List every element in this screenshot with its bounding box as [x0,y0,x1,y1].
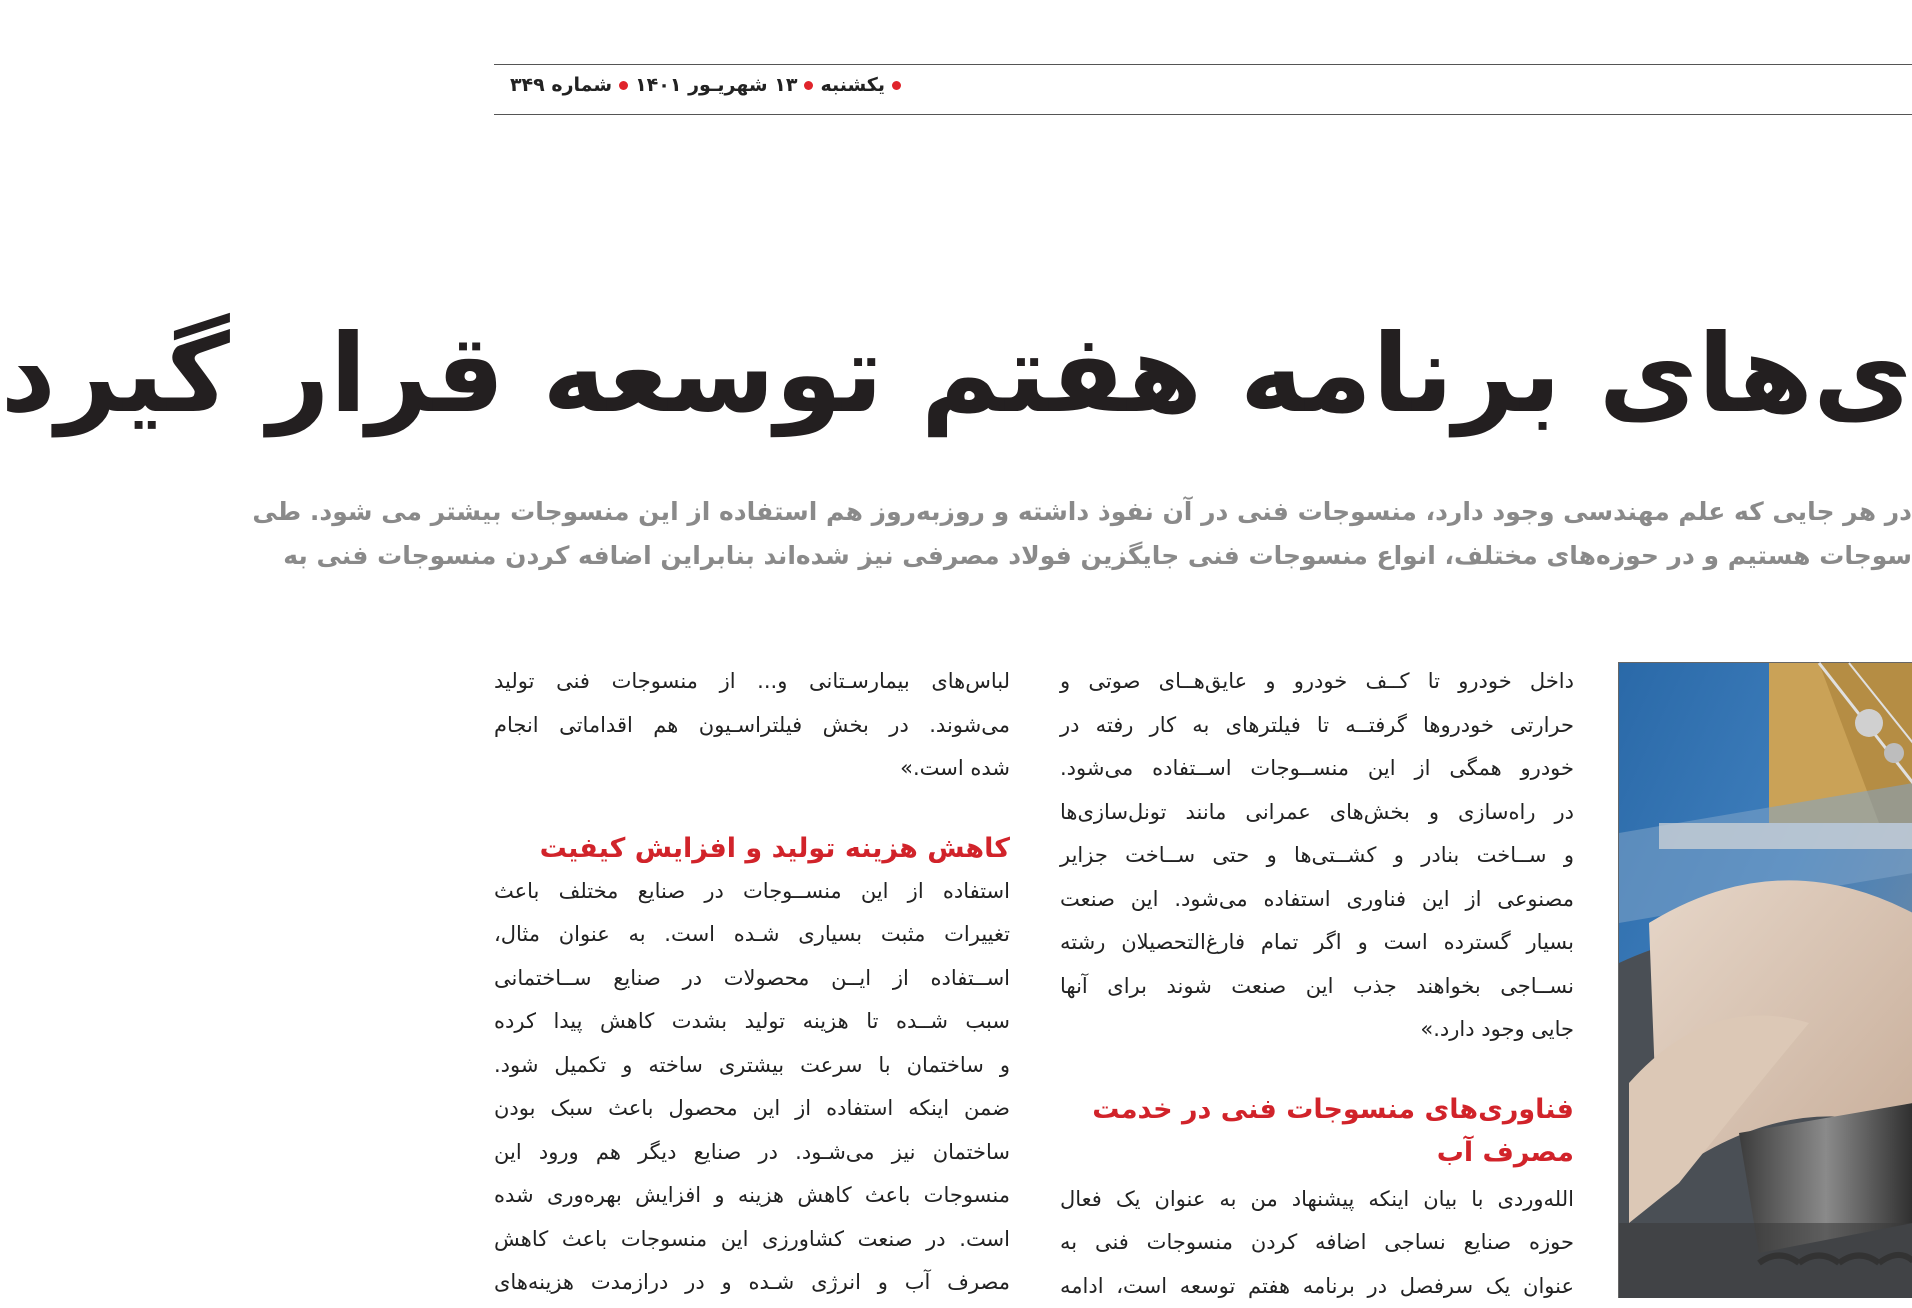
issue-day: یکشنبه [820,74,885,96]
issue-number: شماره ۳۴۹ [510,74,612,96]
body-line: استفاده از این منســوجات در صنایع مختلف باعث [494,870,1010,914]
body-line: و ســاخت بنادر و کشــتی‌ها و حتی ســاخت جزایر [1060,834,1574,878]
body-line: لباس‌های بیمارسـتانی و... از منسوجات فنی تولید [494,660,1010,704]
section-subhead: کاهش هزینه تولید و افزایش کیفیت [494,827,1010,870]
photo-illustration-icon [1619,663,1912,1298]
body-line: داخل خودرو تا کــف خودرو و عایق‌هــای صوتی و [1060,660,1574,704]
section-subhead: فناوری‌های منسوجات فنی در خدمت [1060,1088,1574,1131]
body-line: عنوان یک سرفصل در برنامه هفتم توسعه است، ادامه [1060,1265,1574,1308]
article-column-left [494,660,1010,1305]
article-headline: ی‌های برنامه هفتم توسعه قرار گیرد [492,300,1912,450]
body-line: بسیار گسترده است و اگر تمام فارغ‌التحصیلان رشته [1060,921,1574,965]
body-line: ضمن اینکه استفاده از این محصول باعث سبک بودن [494,1087,1010,1131]
body-line: سبب شــده تا هزینه تولید بشدت کاهش پیدا کرده [494,1000,1010,1044]
section-subhead: مصرف آب [1060,1131,1574,1174]
body-line: حرارتی خودروها گرفتــه تا فیلترهای به کار رفته در [1060,704,1574,748]
header-top-rule [494,64,1912,65]
body-line: ساختمان نیز می‌شـود. در صنایع دیگر هم ورود این [494,1131,1010,1175]
paragraph-gap [494,791,1010,827]
bullet-icon [619,81,628,90]
lead-line-1: در هر جایی که علم مهندسی وجود دارد، منسوجات فنی در آن نفوذ داشته و روزبه‌روز هم استفاده از این منسوجات بیشتر می شود. طی [494,490,1912,534]
bullet-icon [892,81,901,90]
body-line: است. در صنعت کشاورزی این منسوجات باعث کاهش [494,1218,1010,1262]
issue-date: ۱۳ شهریـور ۱۴۰۱ [635,74,797,96]
body-line: و ساختمان با سرعت بیشتری ساخته و تکمیل شود. [494,1044,1010,1088]
article-column-middle [1060,660,1574,1308]
lead-line-2: سوجات هستیم و در حوزه‌های مختلف، انواع منسوجات فنی جایگزین فولاد مصرفی نیز شده‌اند بنابراین اضافه کردن منسوجات فنی به [494,534,1912,578]
body-line: جایی وجود دارد.» [1060,1008,1574,1052]
issue-metadata [494,74,908,96]
header-bottom-rule [494,114,1912,115]
body-line: اســتفاده از ایــن محصولات در صنایع ســاختمانی [494,957,1010,1001]
body-line: منسوجات باعث کاهش هزینه و افزایش بهره‌وری شده [494,1174,1010,1218]
body-line: می‌شوند. در بخش فیلتراسـیون هم اقداماتی انجام [494,704,1010,748]
body-line: خودرو همگی از این منســوجات اســتفاده می‌شود. [1060,747,1574,791]
body-line: تغییرات مثبت بسیاری شـده است. به عنوان مثال، [494,913,1010,957]
textile-machine-hand-photo [1618,662,1912,1298]
bullet-icon [804,81,813,90]
body-line: در راه‌سازی و بخش‌های عمرانی مانند تونل‌سازی‌ها [1060,791,1574,835]
body-line: مصنوعی از این فناوری استفاده می‌شود. این صنعت [1060,878,1574,922]
body-line: الله‌وردی با بیان اینکه پیشنهاد من به عنوان یک فعال [1060,1178,1574,1222]
body-line: شده است.» [494,747,1010,791]
body-line: نســاجی بخواهند جذب این صنعت شوند برای آنها [1060,965,1574,1009]
body-line: مصرف آب و انرژی شـده و در درازمدت هزینه‌های [494,1261,1010,1305]
paragraph-gap [1060,1052,1574,1088]
body-line: حوزه صنایع نساجی اضافه کردن منسوجات فنی به [1060,1221,1574,1265]
